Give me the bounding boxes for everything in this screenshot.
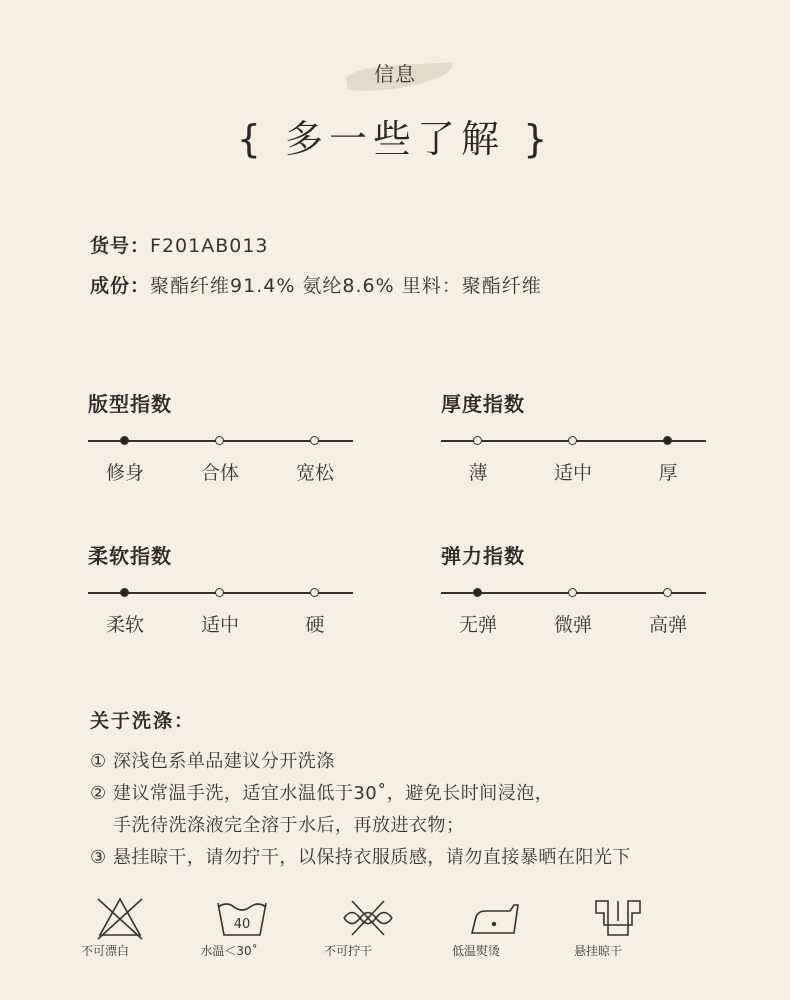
thickness-index-scale [441,440,706,484]
softness-index-block [88,540,354,636]
hang-dry-icon [588,895,648,941]
stretch-index-block [441,540,707,636]
hang-dry-label: 悬挂晾干 [573,944,622,958]
softness-index-option-1-label: 柔软 [105,614,144,636]
stretch-index-option-2-label: 微弹 [553,614,592,636]
no-bleach-label: 不可漂白 [80,944,129,958]
composition-label: 成份： [90,275,151,297]
softness-index-option-2-marker [215,588,224,597]
wash-40-icon [212,895,272,941]
fit-index-title: 版型指数 [88,392,172,416]
fit-index-block [88,388,354,484]
fit-index-option-2-marker [215,436,224,445]
stretch-index-title: 弹力指数 [441,544,525,568]
stretch-index-option-3-marker [663,588,672,597]
softness-index-option-3-label: 硬 [305,614,325,636]
thickness-index-option-2-label: 适中 [553,462,592,484]
thickness-index-option-3-label: 厚 [658,462,678,484]
fit-index-option-2-label: 合体 [200,462,239,484]
thickness-index-option-3-marker [663,436,672,445]
stretch-index-scale [441,592,706,636]
thickness-index-title: 厚度指数 [441,392,525,416]
page-title: { 多一些了解 } [236,117,554,161]
composition-value: 聚酯纤维91.4% 氨纶8.6% 里料：聚酯纤维 [150,275,542,297]
washing-line-4: ③ 悬挂晾干，请勿拧干，以保持衣服质感，请勿直接暴晒在阳光下 [90,847,631,868]
washing-line-2: ② 建议常温手洗，适宜水温低于30˚，避免长时间浸泡， [90,783,554,804]
fit-index-option-1-label: 修身 [105,462,144,484]
sku-label: 货号： [90,235,151,257]
section-tag: 信息 [374,62,416,86]
low-iron-label: 低温熨烫 [451,944,500,958]
thickness-index-option-1-label: 薄 [468,462,488,484]
sku-row [90,231,269,258]
no-wring-icon [338,895,398,941]
softness-index-option-2-label: 适中 [200,614,239,636]
fit-index-option-3-label: 宽松 [295,462,334,484]
no-wring-label: 不可拧干 [323,944,372,958]
softness-index-scale [88,592,353,636]
softness-index-title: 柔软指数 [88,544,172,568]
stretch-index-option-2-marker [568,588,577,597]
stretch-index-option-1-label: 无弹 [458,614,497,636]
thickness-index-option-2-marker [568,436,577,445]
no-bleach-icon [90,895,150,941]
thickness-index-option-1-marker [473,436,482,445]
composition-row [90,271,542,298]
wash-temp-value: 40 [233,917,251,932]
fit-index-scale [88,440,353,484]
washing-heading: 关于洗涤： [90,710,196,732]
wash-temp-label: 水温＜30˚ [200,944,258,958]
softness-index-option-3-marker [310,588,319,597]
low-iron-icon [466,895,526,941]
washing-line-3: 手洗待洗涤液完全溶于水后，再放进衣物； [113,815,465,836]
stretch-index-option-1-marker [473,588,482,597]
fit-index-option-3-marker [310,436,319,445]
sku-value: F201AB013 [150,235,269,257]
thickness-index-block [441,388,707,484]
fit-index-option-1-marker [120,436,129,445]
stretch-index-option-3-label: 高弹 [648,614,687,636]
softness-index-option-1-marker [120,588,129,597]
washing-line-1: ① 深浅色系单品建议分开洗涤 [90,751,335,772]
